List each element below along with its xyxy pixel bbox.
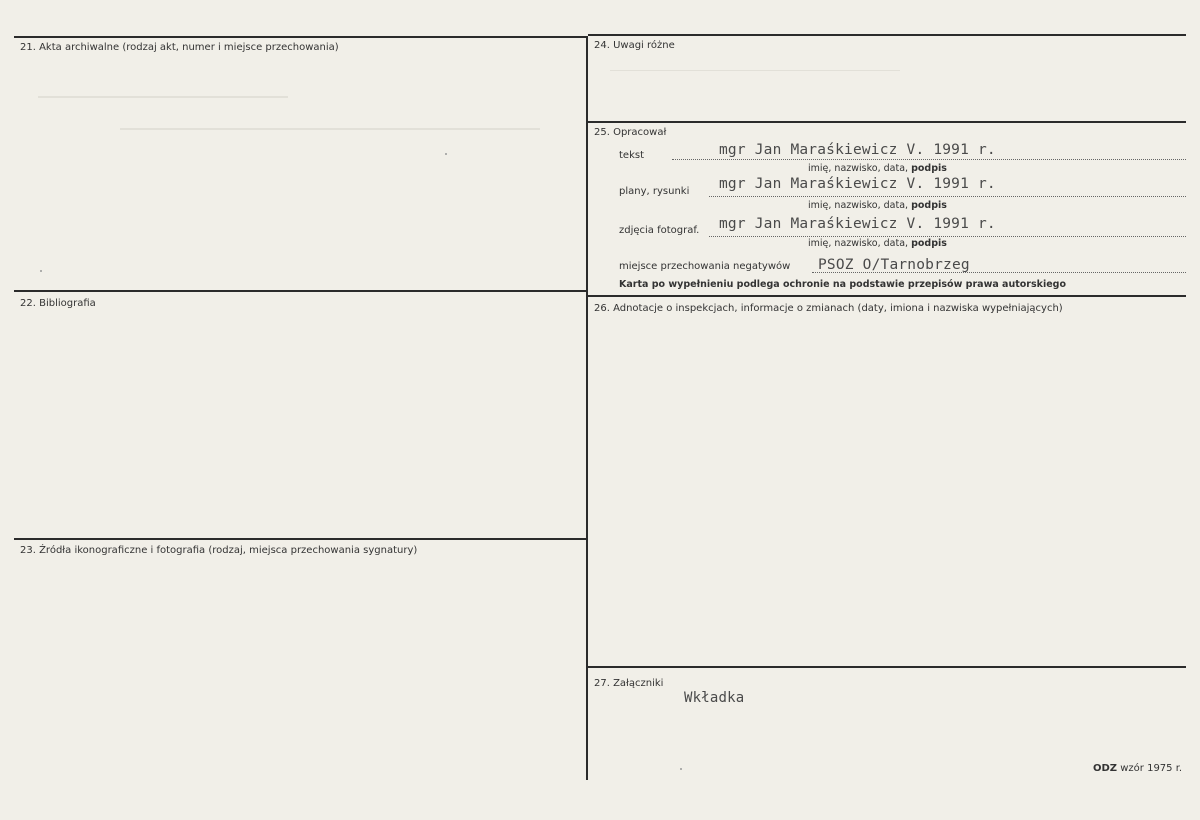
background-artifact — [120, 128, 540, 130]
negatives-location-value: PSOZ O/Tarnobrzeg — [818, 257, 970, 273]
caption-text: imię, nazwisko, data, — [808, 163, 909, 174]
drawings-author-line — [709, 196, 1186, 197]
top-rule-left — [14, 36, 586, 38]
photos-author-value: mgr Jan Maraśkiewicz V. 1991 r. — [719, 216, 996, 232]
rule-21-22 — [14, 290, 586, 292]
drawings-author-label: plany, rysunki — [619, 186, 690, 197]
caption-text: imię, nazwisko, data, — [808, 238, 909, 249]
section-23-iconographic-sources-label: 23. Źródła ikonograficzne i fotografia (rodzaj, miejsca przechowania sygnatury) — [20, 545, 418, 556]
caption-text: imię, nazwisko, data, — [808, 200, 909, 211]
form-version-footer — [1093, 763, 1182, 774]
section-24-remarks-label: 24. Uwagi różne — [594, 40, 675, 51]
attachments-value: Wkładka — [684, 690, 745, 706]
top-rule-right — [588, 34, 1186, 36]
section-26-annotations-label: 26. Adnotacje o inspekcjach, informacje o zmianach (daty, imiona i nazwiska wypełniających) — [594, 303, 1063, 314]
negatives-location-line — [812, 272, 1186, 273]
text-author-caption — [808, 163, 947, 174]
caption-bold: podpis — [911, 163, 947, 174]
caption-bold: podpis — [911, 238, 947, 249]
photos-author-label: zdjęcia fotograf. — [619, 225, 700, 236]
dust-speck — [680, 768, 682, 770]
dust-speck — [40, 270, 42, 272]
background-artifact — [610, 70, 900, 71]
rule-25-26 — [588, 295, 1186, 297]
background-artifact — [38, 96, 288, 98]
form-text: wzór 1975 r. — [1120, 763, 1183, 774]
rule-26-27 — [588, 666, 1186, 668]
text-author-value: mgr Jan Maraśkiewicz V. 1991 r. — [719, 142, 996, 158]
section-22-bibliography-label: 22. Bibliografia — [20, 298, 96, 309]
center-divider — [586, 36, 588, 780]
caption-bold: podpis — [911, 200, 947, 211]
dust-speck — [445, 153, 447, 155]
rule-22-23 — [14, 538, 586, 540]
text-author-label: tekst — [619, 150, 644, 161]
form-code: ODZ — [1093, 763, 1118, 774]
rule-24-25 — [588, 121, 1186, 123]
drawings-author-value: mgr Jan Maraśkiewicz V. 1991 r. — [719, 176, 996, 192]
photos-author-caption — [808, 238, 947, 249]
photos-author-line — [709, 236, 1186, 237]
section-21-archival-files-label: 21. Akta archiwalne (rodzaj akt, numer i miejsce przechowania) — [20, 42, 339, 53]
section-27-attachments-label: 27. Załączniki — [594, 678, 664, 689]
negatives-location-label: miejsce przechowania negatywów — [619, 261, 791, 272]
section-25-prepared-by-label: 25. Opracował — [594, 127, 667, 138]
drawings-author-caption — [808, 200, 947, 211]
text-author-line — [672, 159, 1186, 160]
copyright-notice: Karta po wypełnieniu podlega ochronie na podstawie przepisów prawa autorskiego — [619, 279, 1066, 290]
